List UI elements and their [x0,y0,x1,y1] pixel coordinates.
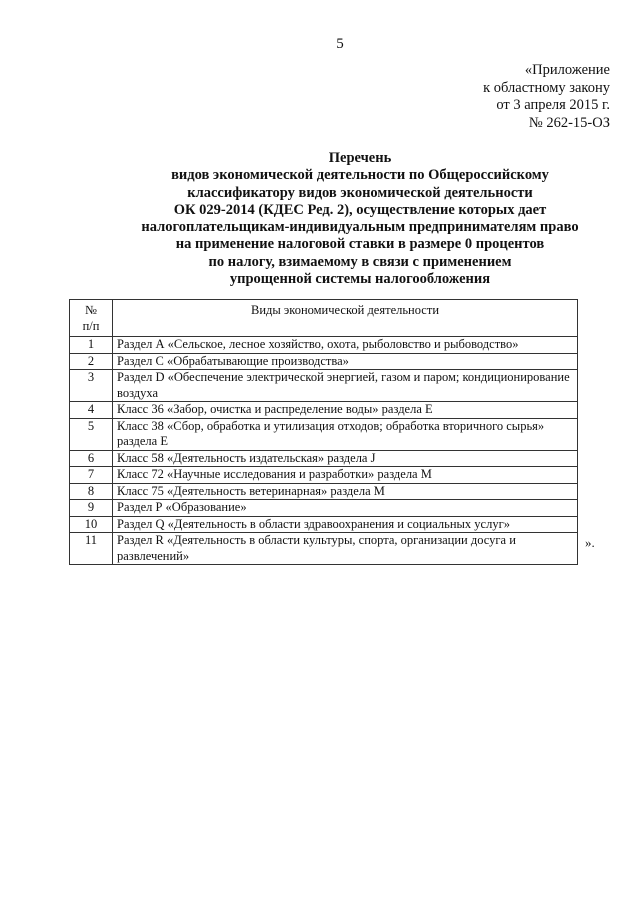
table-row [70,500,578,517]
row-number: 11 [70,533,113,565]
header-activity: Виды экономической деятельности [113,300,578,337]
header-number [70,300,113,337]
table-row [70,450,578,467]
table-row [70,533,578,565]
row-number: 4 [70,402,113,419]
appendix-line-2: к областному закону [483,79,610,96]
table-header-row [70,300,578,337]
title-heading: Перечень [328,150,392,166]
row-number: 9 [70,500,113,517]
row-number: 7 [70,467,113,484]
row-activity: Раздел D «Обеспечение электрической энергией, газом и паром; кондиционирование воздуха [113,370,578,402]
row-activity: Класс 36 «Забор, очистка и распределение воды» раздела Е [113,402,578,419]
row-activity: Класс 58 «Деятельность издательская» раздела J [113,450,578,467]
title-line-1: видов экономической деятельности по Общероссийскому [171,167,549,184]
table-row [70,353,578,370]
appendix-line-4: № 262-15-ОЗ [528,114,610,131]
row-activity: Раздел С «Обрабатывающие производства» [113,353,578,370]
row-number: 10 [70,516,113,533]
row-number: 6 [70,450,113,467]
title-line-7: упрощенной системы налогообложения [229,271,491,288]
row-activity: Раздел Q «Деятельность в области здравоохранения и социальных услуг» [113,516,578,533]
row-activity: Раздел Р «Образование» [113,500,578,517]
header-number-symbol: № [85,303,97,317]
row-number: 2 [70,353,113,370]
table-row [70,467,578,484]
row-number: 3 [70,370,113,402]
table-row [70,516,578,533]
title-line-5: на применение налоговой ставки в размере 0 процентов [175,236,545,253]
table-row [70,483,578,500]
table-row [70,337,578,354]
header-number-abbrev: п/п [82,318,100,333]
activities-table [69,299,578,565]
title-line-6: по налогу, взимаемому в связи с применением [208,253,512,270]
title-line-2: классификатору видов экономической деятельности [187,184,533,201]
row-activity: Раздел А «Сельское, лесное хозяйство, охота, рыболовство и рыбоводство» [113,337,578,354]
page-number: 5 [336,36,344,52]
table-row [70,370,578,402]
row-activity: Класс 38 «Сбор, обработка и утилизация отходов; обработка вторичного сырья» раздела Е [113,418,578,450]
appendix-line-3: от 3 апреля 2015 г. [496,97,610,113]
table-row [70,418,578,450]
row-activity: Класс 72 «Научные исследования и разработки» раздела М [113,467,578,484]
table-row [70,402,578,419]
title-line-3: ОК 029-2014 (КДЕС Ред. 2), осуществление которых дает [173,201,547,218]
title-line-4: налогоплательщикам-индивидуальным предпринимателям право [141,219,579,236]
row-activity: Раздел R «Деятельность в области культуры, спорта, организации досуга и развлечений» [113,533,578,565]
row-number: 5 [70,418,113,450]
closing-quote-mark: ». [585,535,595,550]
appendix-reference [483,62,610,132]
row-number: 8 [70,483,113,500]
document-title [40,150,640,288]
row-activity: Класс 75 «Деятельность ветеринарная» раздела М [113,483,578,500]
row-number: 1 [70,337,113,354]
appendix-line-1: «Приложение [524,62,610,78]
